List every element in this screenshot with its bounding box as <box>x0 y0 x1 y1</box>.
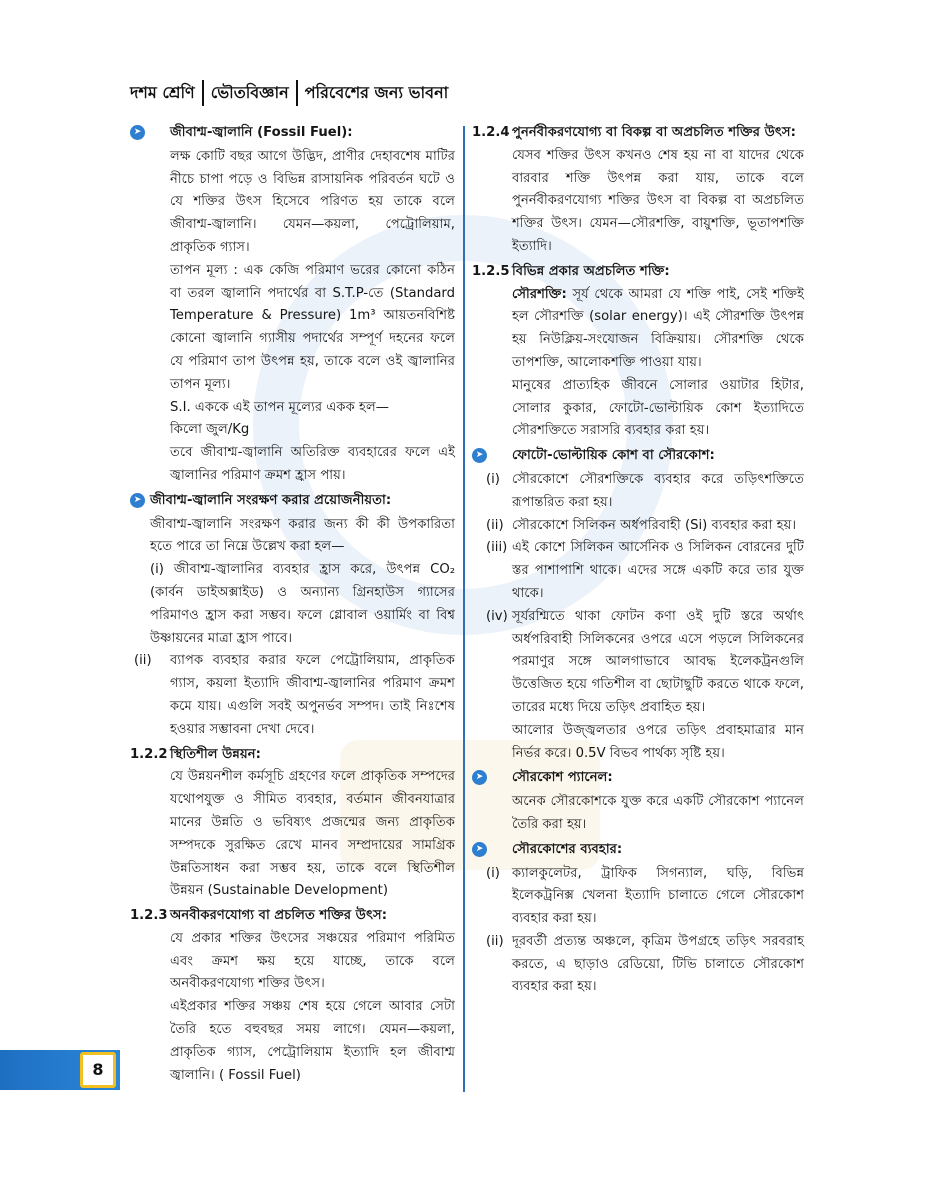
arrow-bullet-icon: ➤ <box>130 493 145 508</box>
solar-cell-use-title: সৌরকোশের ব্যবহার: <box>512 841 623 857</box>
arrow-bullet-icon: ➤ <box>130 125 145 140</box>
section-number: 1.2.2 <box>130 746 168 762</box>
item-text: সৌরকোশে সিলিকন অর্ধপরিবাহী (Si) ব্যবহার করা হয়। <box>512 517 797 533</box>
item-text: সৌরকোশে সৌরশক্তিকে ব্যবহার করে তড়িৎশক্তিতে রূপান্তরিত করা হয়। <box>512 471 804 510</box>
arrow-bullet-icon: ➤ <box>472 770 487 785</box>
pv-item <box>472 469 804 515</box>
use-item <box>472 931 804 999</box>
solar-use-text: মানুষের প্রাত্যহিক জীবনে সোলার ওয়াটার হিটার, সোলার কুকার, ফোটো-ভোল্টায়িক কোশ ইত্যাদিতে সৌরশক্তিতে সরাসরি ব্যবহার করা হয়। <box>512 377 804 439</box>
pv-item <box>472 606 804 720</box>
pv-item <box>472 537 804 605</box>
solar-cell-use-heading <box>472 839 804 862</box>
left-column <box>130 122 455 1087</box>
item-text: ক্যালকুলেটর, ট্রাফিক সিগন্যাল, ঘড়ি, বিভিন্ন ইলেকট্রনিক্স খেলনা ইত্যাদি চালাতে গেলে সৌরকোশ ব্যবহার করা হয়। <box>512 865 804 927</box>
section-1-2-4-heading <box>472 122 804 145</box>
item-label: (ii) <box>134 653 152 669</box>
section-1-2-5-heading <box>472 261 804 284</box>
item-label: (i) <box>486 865 500 881</box>
conservation-item-2 <box>130 650 455 741</box>
page-number: 8 <box>80 1052 116 1088</box>
pv-note: আলোর উজ্জ্বলতার ওপরে তড়িৎ প্রবাহমাত্রার মান নির্ভর করে। 0.5V বিভব পার্থক্য সৃষ্টি হয়। <box>512 722 804 761</box>
item-text: ব্যাপক ব্যবহার করার ফলে পেট্রোলিয়াম, প্রাকৃতিক গ্যাস, কয়লা ইত্যাদি জীবাশ্ম-জ্বালানির পরিমাণ ক্রমশ কমে যায়। এগুলি সবই অপুনর্ভব সম্পদ। তাই নিঃশেষ হওয়ার সম্ভাবনা দেখা দেবে। <box>170 653 455 737</box>
sustainable-development-text: যে উন্নয়নশীল কর্মসূচি গ্রহণের ফলে প্রাকৃতিক সম্পদের যথোপযুক্ত ও সীমিত ব্যবহার, বর্তমান জীবনযাত্রার মানের উন্নতি ও ভবিষ্যৎ প্রজন্মের জন্য প্রাকৃতিক সম্পদকে সুরক্ষিত রেখে মানব সম্প্রদায়ের সামগ্রিক উন্নতিসাধন করা সম্ভব হয়, তাকে বলে স্থিতিশীল উন্নয়ন (Sustainable Development) <box>170 769 455 899</box>
header-class: দশম শ্রেণি <box>130 82 195 102</box>
si-unit-text: S.I. এককে এই তাপন মূল্যের একক হল— <box>170 399 389 415</box>
section-title: পুনর্নবীকরণযোগ্য বা বিকল্প বা অপ্রচলিত শক্তির উৎস: <box>512 125 796 140</box>
renewable-definition: যেসব শক্তির উৎস কখনও শেষ হয় না বা যাদের থেকে বারবার শক্তি উৎপন্ন করা যায়, তাকে বলে পুনর্নবীকরণযোগ্য শক্তির উৎস বা বিকল্প বা অপ্রচলিত শক্তির উৎস। যেমন—সৌরশক্তি, বায়ুশক্তি, ভূতাপশক্তি ইত্যাদি। <box>512 147 804 254</box>
solar-energy-label: সৌরশক্তি: <box>512 286 567 302</box>
arrow-bullet-icon: ➤ <box>472 842 487 857</box>
solar-panel-title: সৌরকোশ প্যানেল: <box>512 770 613 786</box>
heat-value-definition: তাপন মূল্য : এক কেজি পরিমাণ ভরের কোনো কঠিন বা তরল জ্বালানি পদার্থের বা S.T.P-তে (Standard Temperature & Pressure) 1m³ আয়তনবিশিষ্ট কোনো জ্বালানি গ্যাসীয় পদার্থের সম্পূর্ণ দহনের ফলে যে পরিমাণ তাপ উৎপন্ন হয়, তাকে বলে ওই জ্বালানির তাপন মূল্য। <box>170 262 455 392</box>
item-text: এই কোশে সিলিকন আর্সেনিক ও সিলিকন বোরনের দুটি স্তর পাশাপাশি থাকে। এদের সঙ্গে একটি করে তার যুক্ত থাকে। <box>512 540 804 601</box>
item-label: (iv) <box>486 608 508 624</box>
item-label: (ii) <box>486 517 504 533</box>
header-chapter: পরিবেশের জন্য ভাবনা <box>304 82 449 102</box>
item-label: (i) <box>486 471 500 487</box>
header-divider <box>296 80 298 106</box>
fossil-fuel-definition: লক্ষ কোটি বছর আগে উদ্ভিদ, প্রাণীর দেহাবশেষ মাটির নীচে চাপা পড়ে ও বিভিন্ন রাসায়নিক পরিবর্তন ঘটে ও যে শক্তির উৎস হিসেবে পরিণত হয় তাকে বলে জীবাশ্ম-জ্বালানি। যেমন—কয়লা, পেট্রোলিয়াম, প্রাকৃতিক গ্যাস। <box>170 148 455 255</box>
conservation-intro: জীবাশ্ম-জ্বালানি সংরক্ষণ করার জন্য কী কী উপকারিতা হতে পারে তা নিম্নে উল্লেখ করা হল— <box>150 516 455 555</box>
item-label: (ii) <box>486 933 504 949</box>
page-header <box>130 78 448 108</box>
use-item <box>472 863 804 931</box>
item-text: দূরবর্তী প্রত্যন্ত অঞ্চলে, কৃত্রিম উপগ্রহে তড়িৎ সরবরাহ করতে, এ ছাড়াও রেডিয়ো, টিভি চালাতে সৌরকোশ ব্যবহার করা হয়। <box>512 933 804 995</box>
section-1-2-3-heading <box>130 905 455 928</box>
section-title: অনবীকরণযোগ্য বা প্রচলিত শক্তির উৎস: <box>170 908 387 924</box>
overuse-text: তবে জীবাশ্ম-জ্বালানি অতিরিক্ত ব্যবহারের ফলে এই জ্বালানির পরিমাণ ক্রমশ হ্রাস পায়। <box>170 445 455 483</box>
item-text: সূর্যরশ্মিতে থাকা ফোটন কণা ওই দুটি স্তরে অর্থাৎ অর্ধপরিবাহী সিলিকনের ওপরে এসে পড়লে সিলিকনের পরমাণুর সঙ্গে আলগাভাবে আবদ্ধ ইলেকট্রনগুলি উত্তেজিত হয়ে গতিশীল বা ছোটাছুটি করতে থাকে ফলে, তারের মধ্যে দিয়ে তড়িৎ প্রবাহিত হয়। <box>512 608 804 715</box>
non-renewable-examples: এইপ্রকার শক্তির সঞ্চয় শেষ হয়ে গেলে আবার সেটা তৈরি হতে বহুবছর সময় লাগে। যেমন—কয়লা, প্রাকৃতিক গ্যাস, পেট্রোলিয়াম ইত্যাদি হল জীবাশ্ম জ্বালানি। ( Fossil Fuel) <box>170 999 455 1083</box>
section-number: 1.2.5 <box>472 263 510 279</box>
solar-panel-text: অনেক সৌরকোশকে যুক্ত করে একটি সৌরকোশ প্যানেল তৈরি করা হয়। <box>512 794 804 832</box>
section-number: 1.2.3 <box>130 908 168 924</box>
si-unit-value: কিলো জুল/Kg <box>170 422 250 438</box>
pv-cell-heading <box>472 445 804 468</box>
section-number: 1.2.4 <box>472 125 510 140</box>
arrow-bullet-icon: ➤ <box>472 448 487 463</box>
header-divider <box>202 80 204 106</box>
non-renewable-definition: যে প্রকার শক্তির উৎসের সঞ্চয়ের পরিমাণ পরিমিত এবং ক্রমশ ক্ষয় হয়ে যাচ্ছে, তাকে বলে অনবীকরণযোগ্য শক্তির উৎস। <box>170 930 455 992</box>
conservation-heading <box>130 490 455 513</box>
fossil-fuel-heading <box>130 122 455 145</box>
section-title: বিভিন্ন প্রকার অপ্রচলিত শক্তি: <box>512 263 670 279</box>
item-label: (iii) <box>486 540 508 556</box>
column-divider <box>463 126 465 1092</box>
solar-energy-definition <box>472 284 804 375</box>
solar-panel-heading <box>472 767 804 790</box>
solar-energy-text: সূর্য থেকে আমরা যে শক্তি পাই, সেই শক্তিই হল সৌরশক্তি (solar energy)। এই সৌরশক্তি উৎপন্ন হয় নিউক্লিয়-সংযোজন বিক্রিয়ায়। সৌরশক্তি থেকে তাপশক্তি, আলোকশক্তি পাওয়া যায়। <box>512 286 804 370</box>
section-1-2-2-heading <box>130 744 455 767</box>
header-subject: ভৌতবিজ্ঞান <box>210 82 289 102</box>
conservation-item-1: (i) জীবাশ্ম-জ্বালানির ব্যবহার হ্রাস করে, উৎপন্ন CO₂ (কার্বন ডাইঅক্সাইড) ও অন্যান্য গ্রিনহাউস গ্যাসের পরিমাণও হ্রাস করা সম্ভব। ফলে গ্লোবাল ওয়ার্মিং বা বিশ্ব উষ্ণায়নের মাত্রা হ্রাস পাবে। <box>150 562 455 646</box>
conservation-title: জীবাশ্ম-জ্বালানি সংরক্ষণ করার প্রয়োজনীয়তা: <box>150 492 392 508</box>
pv-cell-title: ফোটো-ভোল্টায়িক কোশ বা সৌরকোশ: <box>512 448 715 464</box>
fossil-fuel-title: জীবাশ্ম-জ্বালানি (Fossil Fuel): <box>170 125 353 140</box>
section-title: স্থিতিশীল উন্নয়ন: <box>170 746 261 762</box>
right-column <box>472 122 804 999</box>
pv-item <box>472 515 804 538</box>
